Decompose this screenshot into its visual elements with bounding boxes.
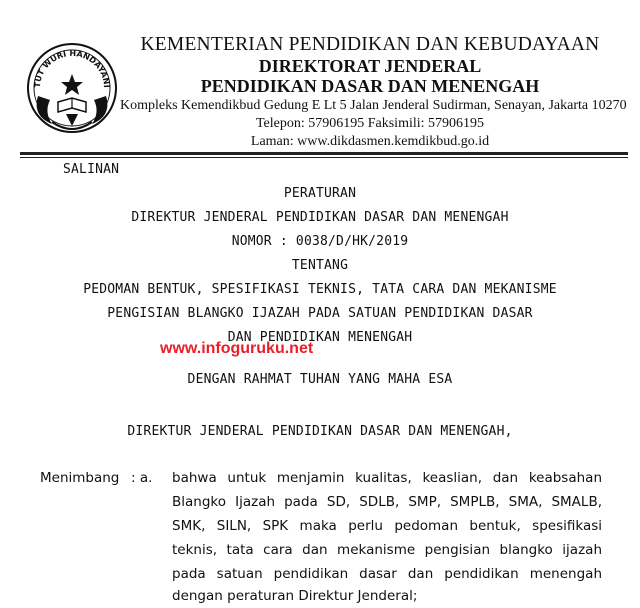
considering-line: teknis, tata cara dan mekanisme pengisian blangko ijazah (172, 542, 602, 558)
letterhead-divider-thin (20, 157, 628, 158)
division-name: PENDIDIKAN DASAR DAN MENENGAH (200, 76, 540, 96)
document-issuer: DIREKTUR JENDERAL PENDIDIKAN DASAR DAN MENENGAH (131, 210, 509, 225)
copy-mark: SALINAN (63, 162, 120, 177)
document-subject-line: PEDOMAN BENTUK, SPESIFIKASI TEKNIS, TATA CARA DAN MEKANISME (83, 282, 557, 297)
signatory-title: DIREKTUR JENDERAL PENDIDIKAN DASAR DAN MENENGAH, (127, 424, 513, 439)
document-number: NOMOR : 0038/D/HK/2019 (231, 234, 409, 249)
logo-motto-text: TUT WURI HANDAYANI (32, 48, 112, 89)
considering-line: pada satuan pendidikan dasar dan pendidikan menengah (172, 566, 602, 582)
considering-line: SMK, SILN, SPK maka perlu pedoman bentuk, spesifikasi (172, 518, 602, 534)
office-website: Laman: www.dikdasmen.kemdikbud.go.id (250, 134, 490, 149)
considering-marker: : a. (131, 470, 153, 486)
blessing-line: DENGAN RAHMAT TUHAN YANG MAHA ESA (187, 372, 453, 387)
document-subject-line: DAN PENDIDIKAN MENENGAH (227, 330, 413, 345)
office-address: Kompleks Kemendikbud Gedung E Lt 5 Jalan Jenderal Sudirman, Senayan, Jakarta 10270 (120, 98, 627, 113)
tut-wuri-handayani-logo (22, 36, 122, 146)
ministry-name: KEMENTERIAN PENDIDIKAN DAN KEBUDAYAAN (140, 34, 600, 55)
directorate-name: DIREKTORAT JENDERAL (258, 56, 482, 76)
considering-line: Blangko Ijazah pada SD, SDLB, SMP, SMPLB, SMA, SMALB, (172, 494, 602, 510)
considering-line: dengan peraturan Direktur Jenderal; (172, 588, 418, 604)
considering-line: bahwa untuk menjamin kualitas, keaslian, dan keabsahan (172, 470, 602, 486)
document-type: PERATURAN (283, 186, 357, 201)
document-subject-line: PENGISIAN BLANGKO IJAZAH PADA SATUAN PENDIDIKAN DASAR (107, 306, 533, 321)
website-watermark: www.infoguruku.net (160, 340, 314, 357)
document-about: TENTANG (291, 258, 349, 273)
office-phone: Telepon: 57906195 Faksimili: 57906195 (255, 116, 485, 131)
considering-label: Menimbang (40, 470, 120, 486)
letterhead-divider-thick (20, 152, 628, 155)
